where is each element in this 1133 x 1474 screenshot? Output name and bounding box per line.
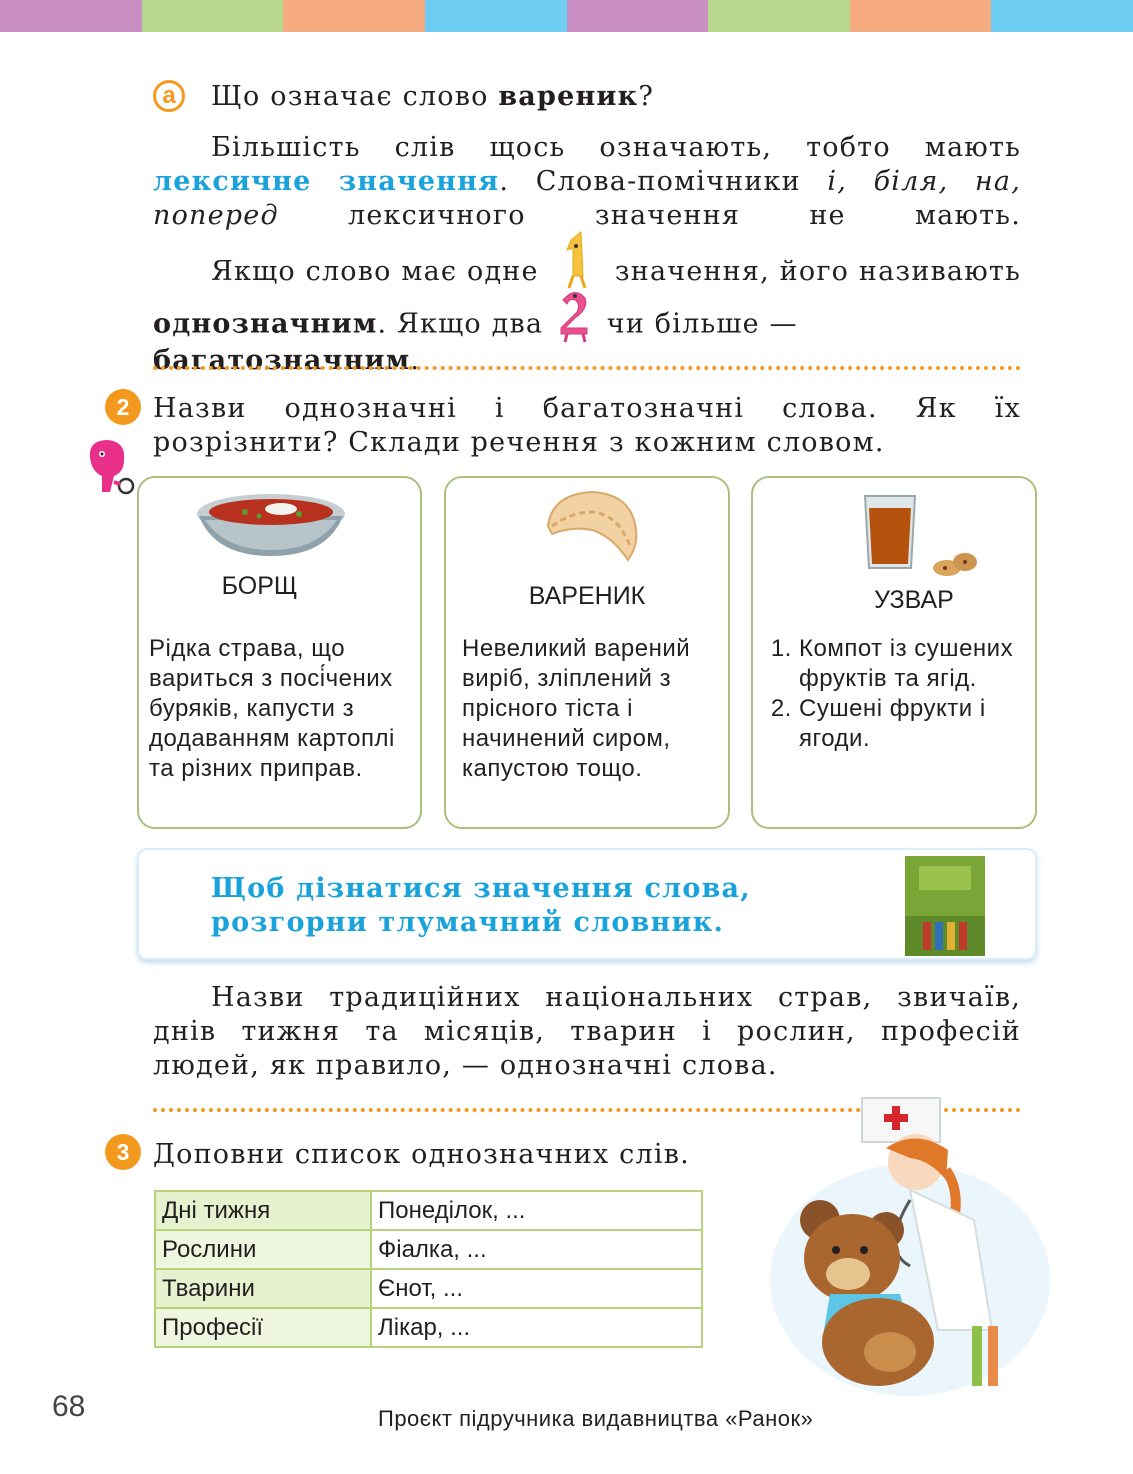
task-number-3: 3 bbox=[105, 1134, 141, 1170]
card-uzvar bbox=[751, 476, 1037, 829]
uzvar-meaning-2: 2. Сушені фрукти і ягоди. bbox=[799, 694, 1027, 754]
card-word-varenyk: ВАРЕНИК bbox=[528, 582, 646, 610]
question-prefix: Що означає слово bbox=[211, 81, 499, 112]
task-marker-a: а bbox=[153, 80, 185, 112]
table-example[interactable]: Єнот, ... bbox=[371, 1269, 702, 1308]
table-example[interactable]: Лікар, ... bbox=[371, 1308, 702, 1347]
table-category: Тварини bbox=[155, 1269, 371, 1308]
card-definition-uzvar bbox=[763, 634, 1027, 754]
table-row bbox=[155, 1230, 702, 1269]
rule-text: Щоб дізнатися значення слова, розгорни тлумачний словник. bbox=[211, 873, 751, 938]
card-borsch bbox=[137, 476, 422, 829]
stripe-7 bbox=[850, 0, 992, 32]
stripe-1 bbox=[0, 0, 142, 32]
para2-text-5: . bbox=[410, 345, 421, 376]
top-color-stripes bbox=[0, 0, 1133, 32]
words-table bbox=[154, 1190, 703, 1348]
stripe-8 bbox=[991, 0, 1133, 32]
card-varenyk bbox=[444, 476, 730, 829]
task2-text: Назви однозначні і багатозначні слова. Як їх розрізнити? Склади речення з кожним словом. bbox=[153, 393, 1021, 458]
page-number: 68 bbox=[52, 1390, 86, 1423]
footer-text: Проєкт підручника видавництва «Ранок» bbox=[378, 1406, 814, 1431]
table-category: Професії bbox=[155, 1308, 371, 1347]
uzvar-glass-icon bbox=[863, 492, 983, 586]
card-word-uzvar: УЗВАР bbox=[874, 586, 954, 614]
table-category: Дні тижня bbox=[155, 1191, 371, 1230]
stripe-4 bbox=[425, 0, 567, 32]
para2-text-3: . Якщо два bbox=[377, 308, 544, 340]
dictionary-book-icon bbox=[905, 856, 985, 960]
task-number-2: 2 bbox=[105, 389, 141, 425]
card-definition-varenyk: Невеликий варений виріб, зліплений з прісного тіста і начинений сиром, капустою тощо. bbox=[462, 635, 691, 782]
girl-doctor-with-teddy-bear-icon bbox=[760, 1080, 1060, 1404]
table-row bbox=[155, 1308, 702, 1347]
paragraph-single-meaning-words: Назви традиційних національних страв, звичаїв, днів тижня та місяців, тварин і рослин, професій людей, як правило, — однозначні слова. bbox=[153, 982, 1021, 1081]
term-lexical-meaning: лексичне значення bbox=[153, 166, 500, 197]
stripe-2 bbox=[142, 0, 284, 32]
para1-text-3: лексичного значення не мають. bbox=[278, 200, 1021, 231]
stripe-5 bbox=[567, 0, 709, 32]
table-row bbox=[155, 1191, 702, 1230]
term-single-meaning: однозначним bbox=[153, 308, 378, 340]
card-definition-borsch: Рідка страва, що вариться з посі́чених буряків, капусти з додаванням картоплі та різних приправ. bbox=[149, 635, 395, 782]
question-word: вареник bbox=[498, 81, 639, 112]
card-word-borsch: БОРЩ bbox=[221, 572, 298, 600]
table-row bbox=[155, 1269, 702, 1308]
question-suffix: ? bbox=[638, 81, 655, 112]
paragraph-lexical-meaning bbox=[153, 131, 1021, 233]
table-example[interactable]: Фіалка, ... bbox=[371, 1230, 702, 1269]
para2-text-2: значення, його називають bbox=[614, 256, 1021, 287]
term-multiple-meaning: багатозначним bbox=[153, 345, 411, 376]
question-a bbox=[211, 80, 1011, 114]
borscht-bowl-icon bbox=[195, 492, 347, 562]
stripe-6 bbox=[708, 0, 850, 32]
digit-two-mascot-icon bbox=[555, 286, 595, 344]
para2-text-1: Якщо слово має одне bbox=[211, 256, 539, 287]
rule-box bbox=[137, 848, 1037, 960]
para1-text-2: . Слова-помічники bbox=[499, 166, 828, 197]
helper-words-examples: і, біля, на, поперед bbox=[153, 166, 1022, 231]
para2-text-4: чи більше — bbox=[606, 308, 798, 340]
divider-dotted-1 bbox=[153, 366, 1021, 370]
task3-text: Доповни список однозначних слів. bbox=[153, 1139, 690, 1170]
table-category: Рослини bbox=[155, 1230, 371, 1269]
table-example[interactable]: Понеділок, ... bbox=[371, 1191, 702, 1230]
para1-text-1: Більшість слів щось означають, тобто мають bbox=[211, 132, 1021, 163]
varenyk-dumpling-icon bbox=[542, 486, 642, 576]
uzvar-meaning-1: 1. Компот із сушених фруктів та ягід. bbox=[799, 634, 1027, 694]
paragraph-single-meaning-line1 bbox=[211, 250, 1021, 294]
pink-magnifier-mascot-icon bbox=[84, 436, 140, 502]
digit-one-mascot-icon bbox=[557, 228, 597, 294]
stripe-3 bbox=[283, 0, 425, 32]
